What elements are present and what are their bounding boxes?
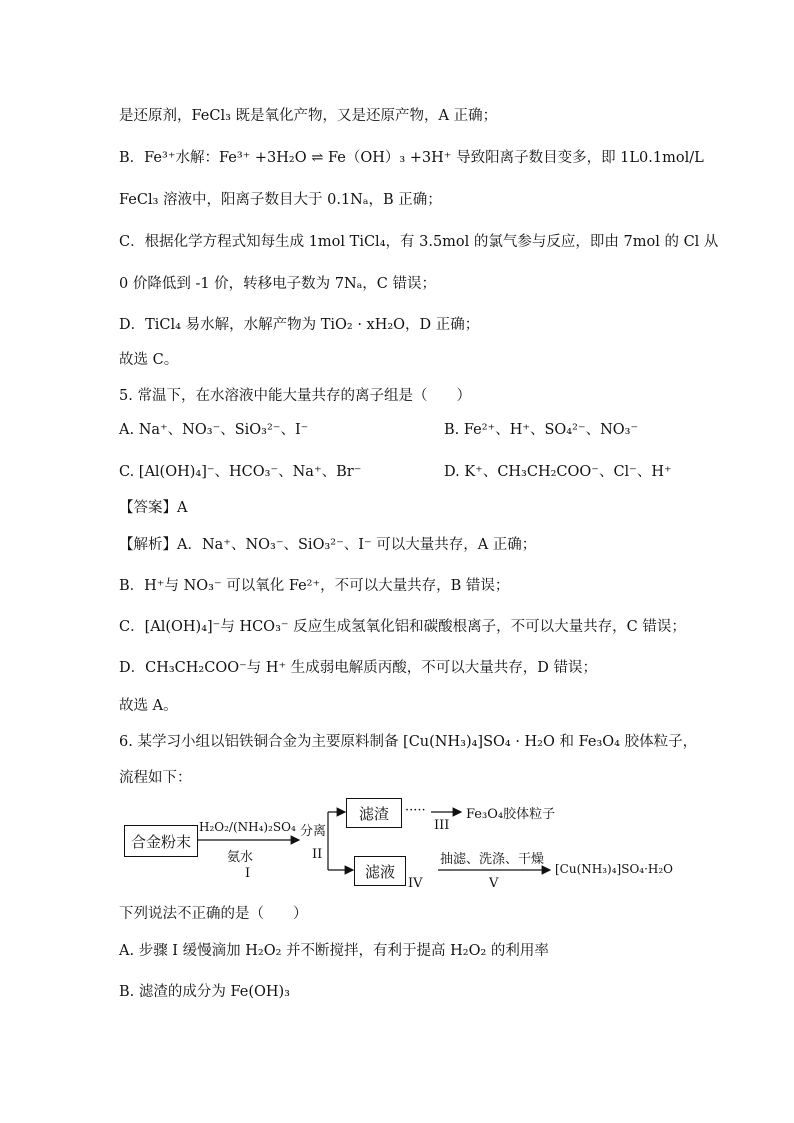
- question-stem: 流程如下：: [119, 770, 192, 786]
- explanation-line: B．H⁺与 NO₃⁻ 可以氧化 Fe²⁺，不可以大量共存，B 错误；: [119, 578, 510, 594]
- solution-line: 0 价降低到 -1 价，转移电子数为 7Nₐ，C 错误；: [119, 276, 436, 292]
- separate-label: 分离: [300, 824, 327, 839]
- reagent-top-label: H₂O₂/(NH₄)₂SO₄: [199, 820, 296, 834]
- answer-line: 【答案】A: [119, 500, 188, 516]
- question-stem: 6. 某学习小组以铝铁铜合金为主要原料制备 [Cu(NH₃)₄]SO₄ · H₂O 和 Fe₃O₄ 胶体粒子，: [119, 734, 698, 750]
- explanation-line: D．CH₃CH₂COO⁻与 H⁺ 生成弱电解质丙酸，不可以大量共存，D 错误；: [119, 660, 598, 676]
- explanation-line: 故选 A。: [119, 698, 178, 714]
- product1-label: Fe₃O₄胶体粒子: [466, 807, 556, 822]
- solution-line: 故选 C。: [119, 352, 179, 368]
- step-label-5: V: [489, 876, 499, 891]
- option-b: B. 滤渣的成分为 Fe(OH)₃: [119, 984, 290, 1000]
- reagent-bottom-label: 氨水: [227, 850, 254, 865]
- dots-label: ·····: [405, 803, 426, 818]
- product2-label: [Cu(NH₃)₄]SO₄·H₂O: [555, 862, 674, 876]
- question-prompt: 下列说法不正确的是（ ）: [119, 906, 308, 922]
- solution-line: B．Fe³⁺水解：Fe³⁺ +3H₂O ⇌ Fe（OH）₃ +3H⁺ 导致阳离子数目变多，即 1L0.1mol/L: [119, 150, 704, 166]
- step-label-1: I: [245, 866, 251, 881]
- question-stem: 5. 常温下，在水溶液中能大量共存的离子组是（ ）: [119, 388, 471, 404]
- solution-line: FeCl₃ 溶液中，阳离子数目大于 0.1Nₐ，B 正确；: [119, 192, 442, 208]
- option-b: B. Fe²⁺、H⁺、SO₄²⁻、NO₃⁻: [444, 422, 639, 438]
- step-label-3: III: [434, 818, 450, 833]
- explanation-line: C．[Al(OH)₄]⁻与 HCO₃⁻ 反应生成氢氧化铝和碳酸根离子，不可以大量共存，C 错误；: [119, 619, 686, 635]
- option-a: A. Na⁺、NO₃⁻、SiO₃²⁻、I⁻: [119, 422, 309, 438]
- explanation-line: 【解析】A．Na⁺、NO₃⁻、SiO₃²⁻、I⁻ 可以大量共存，A 正确；: [119, 537, 537, 553]
- step-label-2: II: [312, 847, 323, 862]
- option-d: D. K⁺、CH₃CH₂COO⁻、Cl⁻、H⁺: [444, 464, 672, 480]
- alloy-powder-box: 合金粉末: [124, 825, 198, 857]
- filtrate-box: 滤液: [354, 856, 406, 886]
- step-label-4: IV: [408, 876, 423, 891]
- solution-line: D．TiCl₄ 易水解，水解产物为 TiO₂ · xH₂O，D 正确；: [119, 317, 480, 333]
- option-c: C. [Al(OH)₄]⁻、HCO₃⁻、Na⁺、Br⁻: [119, 464, 362, 480]
- solution-line: C．根据化学方程式知每生成 1mol TiCl₄，有 3.5mol 的氯气参与反应，即由 7mol 的 Cl 从: [119, 234, 719, 250]
- operations-label: 抽滤、洗涤、干燥: [440, 852, 545, 867]
- solution-line: 是还原剂，FeCl₃ 既是氧化产物，又是还原产物，A 正确；: [119, 108, 498, 124]
- residue-box: 滤渣: [346, 798, 402, 828]
- option-a: A. 步骤 I 缓慢滴加 H₂O₂ 并不断搅拌，有利于提高 H₂O₂ 的利用率: [119, 943, 549, 959]
